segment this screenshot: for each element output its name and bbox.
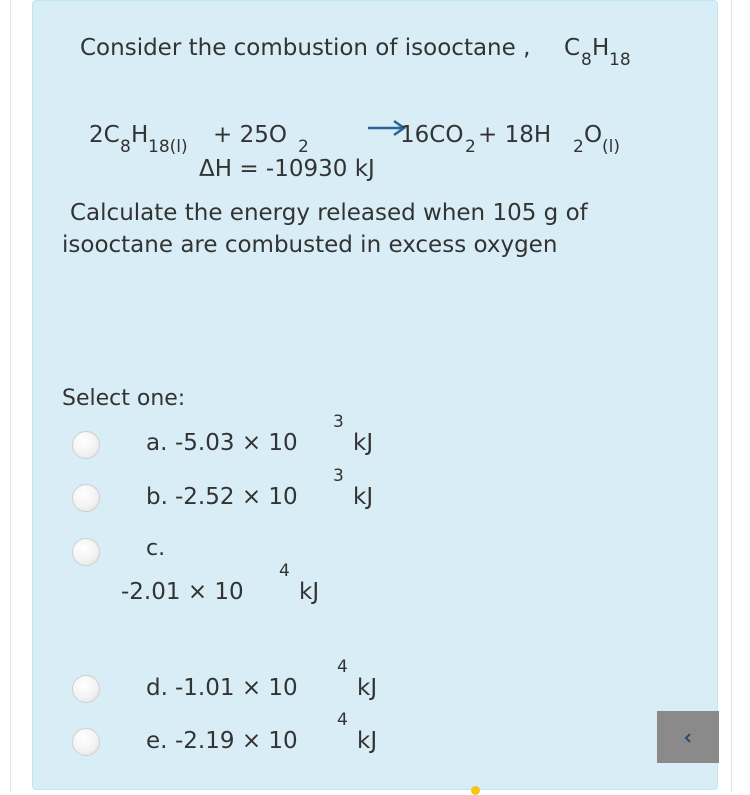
formula-c-subscript: 8 <box>581 50 592 70</box>
option-c-unit: kJ <box>299 579 320 605</box>
water-h-subscript: 2 <box>573 137 584 157</box>
option-c-exponent: 4 <box>279 561 290 581</box>
indicator-dot <box>471 786 480 795</box>
reactant-oxygen: + 25O <box>213 122 287 148</box>
option-e-exponent: 4 <box>337 710 348 730</box>
option-b-radio[interactable] <box>72 484 100 512</box>
option-e-value: -2.19 × 10 <box>175 728 298 754</box>
option-c-radio[interactable] <box>72 538 100 566</box>
option-d-unit: kJ <box>357 675 378 701</box>
option-a-unit: kJ <box>353 430 374 456</box>
option-d-letter: d. <box>146 675 168 701</box>
formula-h-subscript: 18 <box>609 50 631 70</box>
co2-subscript: 2 <box>465 137 476 157</box>
water-subscript: (l) <box>602 137 620 157</box>
option-e-radio[interactable] <box>72 728 100 756</box>
option-c-letter: c. <box>146 536 166 561</box>
question-prompt-line1: Calculate the energy released when 105 g of <box>70 200 588 226</box>
reactant-c-subscript: 8 <box>120 137 131 157</box>
reactant-h: H <box>131 122 149 148</box>
question-intro: Consider the combustion of isooctane , <box>80 35 531 61</box>
water-o: O <box>584 122 603 148</box>
chevron-left-icon <box>682 732 694 744</box>
option-c-value: -2.01 × 10 <box>121 579 244 605</box>
formula-h: H <box>592 35 610 61</box>
option-a-exponent: 3 <box>333 412 344 432</box>
option-d-radio[interactable] <box>72 675 100 703</box>
select-one-label: Select one: <box>62 386 186 411</box>
option-b-unit: kJ <box>353 484 374 510</box>
option-d-exponent: 4 <box>337 657 348 677</box>
option-b-value: -2.52 × 10 <box>175 484 298 510</box>
option-e-letter: e. <box>146 728 168 754</box>
question-prompt-line2: isooctane are combusted in excess oxygen <box>62 232 558 258</box>
oxygen-subscript: 2 <box>298 137 309 157</box>
option-a-letter: a. <box>146 430 168 456</box>
option-b-letter: b. <box>146 484 168 510</box>
option-d-value: -1.01 × 10 <box>175 675 298 701</box>
formula-c: C <box>564 35 581 61</box>
product-co2: 16CO <box>400 122 464 148</box>
reactant-isooctane-subscript: 18(l) <box>148 137 188 157</box>
option-a-value: -5.03 × 10 <box>175 430 298 456</box>
enthalpy-change: ΔH = -10930 kJ <box>199 156 375 182</box>
option-e-unit: kJ <box>357 728 378 754</box>
reactant-isooctane: 2C <box>89 122 120 148</box>
option-b-exponent: 3 <box>333 466 344 486</box>
product-water: + 18H <box>478 122 552 148</box>
scroll-nav-button[interactable] <box>657 711 719 763</box>
question-panel <box>32 0 718 790</box>
option-a-radio[interactable] <box>72 431 100 459</box>
